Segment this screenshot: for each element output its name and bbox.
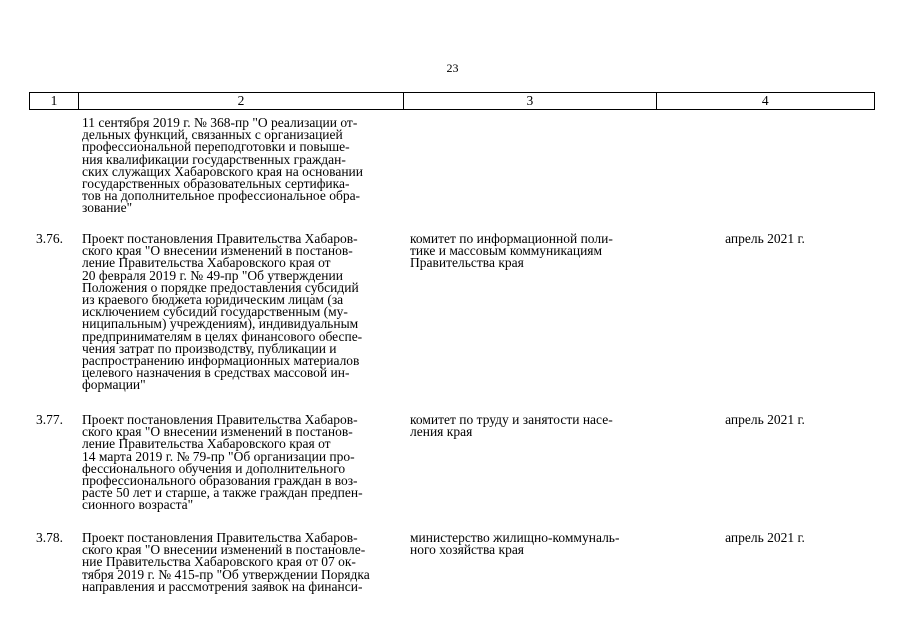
- page-number: 23: [446, 61, 459, 75]
- row-description: Проект постановления Правительства Хабаров- ского края "О внесении изменений в постанов- ление Правительства Хабаровского края от 14 марта 2019 г. № 79-пр "Об организации про- фессионального обучения и дополнительного профессионального образования граждан в воз- расте 50 лет и старше, а также граждан предпен- сионного возраста": [82, 412, 363, 513]
- row-deadline: апрель 2021 г.: [725, 530, 805, 545]
- row-description: Проект постановления Правительства Хабаров- ского края "О внесении изменений в постанов- ление Правительства Хабаровского края от 20 февраля 2019 г. № 49-пр "Об утверждении Положения о порядке предоставления субсидий из краевого бюджета юридическим лицам (за исключением субсидий государственным (му- ниципальным) учреждениям), индивидуальным предпринимателям в целях финансового обеспе- чения затрат по производству, публикации и распространению информационных материалов целевого назначения в средствах массовой ин- формации": [82, 231, 363, 393]
- row-deadline: апрель 2021 г.: [725, 412, 805, 427]
- row-responsible: комитет по информационной поли- тике и массовым коммуникациям Правительства края: [410, 231, 613, 271]
- header-col-4: 4: [761, 93, 769, 108]
- header-col-2: 2: [79, 93, 404, 109]
- continuation-text: 11 сентября 2019 г. № 368-пр "О реализации от- дельных функций, связанных с организацией профессиональной переподготовки и повыше- ния квалификации государственных граждан- ских служащих Хабаровского края на основании государственных образовательных сертифика- тов на дополнительное профессиональное обра- зование": [82, 115, 363, 216]
- row-deadline: апрель 2021 г.: [725, 231, 805, 246]
- row-number: 3.77.: [36, 412, 63, 427]
- row-responsible: министерство жилищно-коммуналь- ного хозяйства края: [410, 530, 620, 558]
- table-header-row: [29, 92, 875, 110]
- header-col-3: 3: [404, 93, 656, 109]
- row-number: 3.78.: [36, 530, 63, 545]
- row-number: 3.76.: [36, 231, 63, 246]
- row-description: Проект постановления Правительства Хабаров- ского края "О внесении изменений в постановле- ние Правительства Хабаровского края от 07 ок- тября 2019 г. № 415-пр "Об утверждении Порядка направления и рассмотрения заявок на финанси-: [82, 530, 370, 594]
- header-col-1: 1: [30, 93, 79, 109]
- row-responsible: комитет по труду и занятости насе- ления края: [410, 412, 613, 440]
